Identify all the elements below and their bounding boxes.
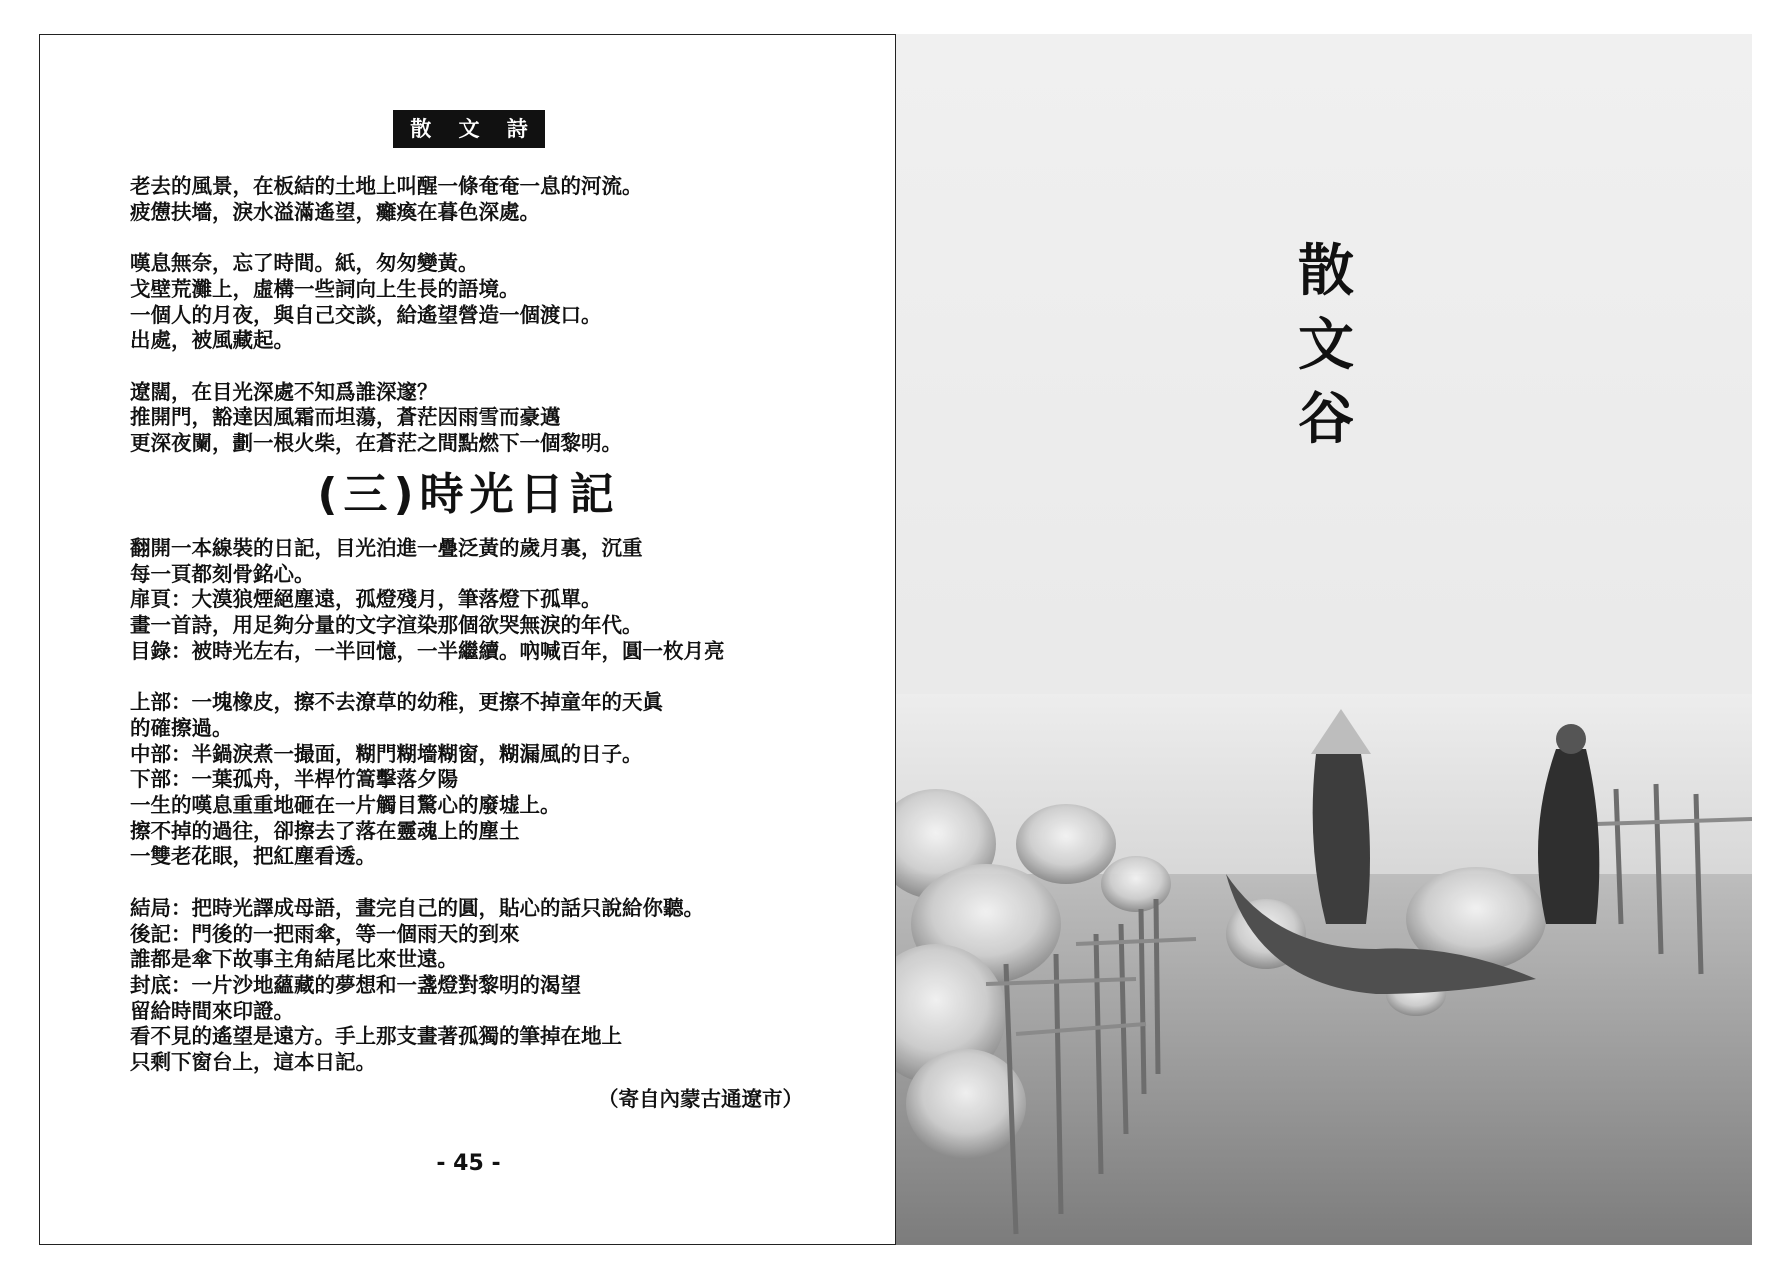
poem-line: 更深夜闌，劃一根火柴，在蒼茫之間點燃下一個黎明。 (130, 431, 622, 455)
poem-line: 翻開一本線裝的日記，目光泊進一疊泛黃的歲月裏，沉重 (130, 536, 643, 560)
stanza-gap (130, 225, 830, 251)
poem-line: 戈壁荒灘上，虛構一些詞向上生長的語境。 (130, 276, 520, 301)
section-label: 散 文 詩 (393, 110, 545, 148)
poem-line: 嘆息無奈，忘了時間。紙，匆匆變黃。 (130, 251, 479, 276)
column-title (1286, 234, 1366, 456)
poem-line: 中部：半鍋淚煮一撮面，糊門糊墻糊窗，糊漏風的日子。 (130, 741, 643, 766)
poem-part-1 (130, 174, 830, 457)
column-title-char: 谷 (1298, 386, 1354, 452)
poem-subtitle: (三)時光日記 (317, 469, 620, 520)
poem-line: 一生的嘆息重重地砸在一片觸目驚心的廢墟上。 (130, 793, 561, 818)
column-title-char: 散 (1298, 238, 1354, 304)
poem-line: 疲憊扶墻，淚水溢滿遙望，癱瘓在暮色深處。 (130, 199, 540, 224)
poem-line: 每一頁都刻骨銘心。 (130, 561, 315, 586)
poem-line: 遼闊，在目光深處不知爲誰深邃？ (130, 379, 438, 404)
poem-line: 一雙老花眼，把紅塵看透。 (130, 844, 376, 869)
poem-line: 誰都是傘下故事主角結尾比來世遠。 (130, 947, 458, 972)
poem-line: 的確擦過。 (130, 715, 233, 740)
boat-flowers-photo (896, 694, 1752, 1245)
poem-part-2 (130, 536, 830, 1076)
right-page (896, 34, 1752, 1245)
poem-line: 結局：把時光譯成母語，畫完自己的圓，貼心的話只說給你聽。 (130, 895, 704, 920)
poem-line: 出處，被風藏起。 (130, 328, 294, 353)
poem-line: 上部：一塊橡皮，擦不去潦草的幼稚，更擦不掉童年的天眞 (130, 690, 663, 715)
poem-line: 留給時間來印證。 (130, 998, 294, 1023)
source-note: （寄自內蒙古通遼市） (598, 1087, 803, 1111)
poem-line: 下部：一葉孤舟，半桿竹篙擊落夕陽 (130, 767, 458, 792)
left-page (39, 34, 896, 1245)
poem-line: 目錄：被時光左右，一半回憶，一半繼續。吶喊百年，圓一枚月亮 (130, 638, 725, 663)
poem-line: 看不見的遙望是遠方。手上那支畫著孤獨的筆掉在地上 (130, 1024, 622, 1049)
stanza-gap (130, 665, 830, 691)
stanza-gap (130, 870, 830, 896)
poem-line: 老去的風景，在板結的土地上叫醒一條奄奄一息的河流。 (130, 174, 643, 198)
column-title-char: 文 (1298, 312, 1354, 378)
poem-line: 後記：門後的一把雨傘，等一個雨天的到來 (130, 921, 520, 946)
poem-line: 擦不掉的過往，卻擦去了落在靈魂上的塵土 (130, 818, 520, 843)
poem-line: 扉頁：大漠狼煙絕塵遠，孤燈殘月，筆落燈下孤單。 (130, 587, 602, 612)
poem-line: 一個人的月夜，與自己交談，給遙望營造一個渡口。 (130, 302, 602, 327)
stanza-gap (130, 354, 830, 380)
page-number: - 45 - (436, 1151, 501, 1176)
poem-line: 封底：一片沙地蘊藏的夢想和一盞燈對黎明的渴望 (130, 972, 581, 997)
poem-line: 畫一首詩，用足夠分量的文字渲染那個欲哭無淚的年代。 (130, 613, 643, 638)
poem-line: 推開門，豁達因風霜而坦蕩，蒼茫因雨雪而豪邁 (130, 405, 561, 430)
poem-line: 只剩下窗台上，這本日記。 (130, 1050, 376, 1075)
